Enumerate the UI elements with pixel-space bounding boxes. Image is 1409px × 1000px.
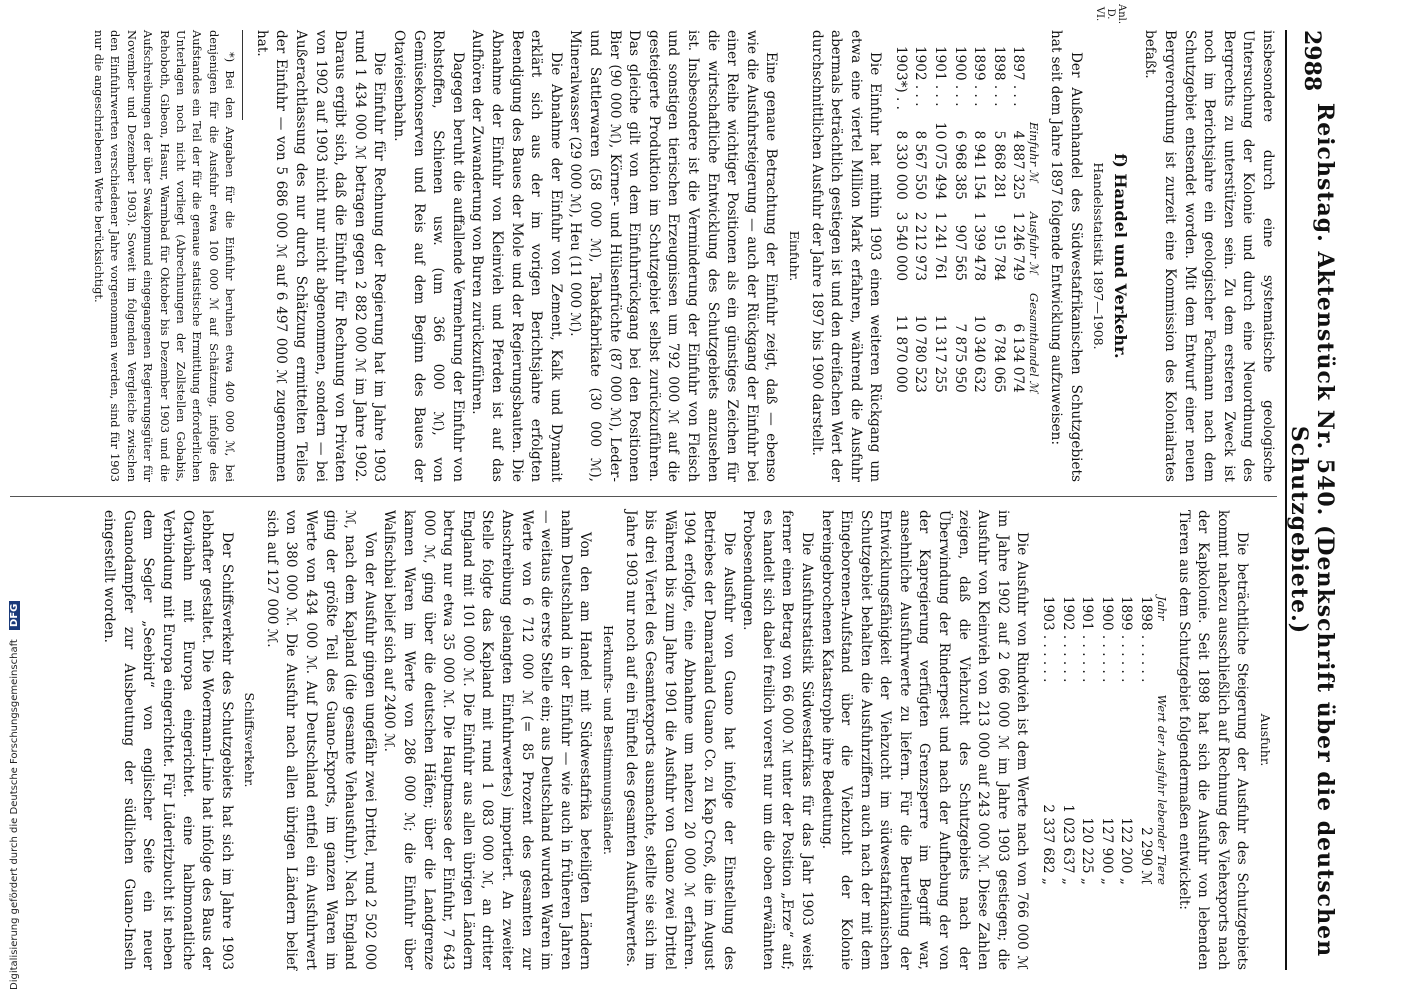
trade-table-cell: 2 212 973 <box>912 211 929 282</box>
paragraph: Die Ausfuhr von Rindvieh ist dem Werte nach von 766 000 ℳ im Jahre 1902 auf 2 066 000 ℳ im Jahre 1903 gestiegen; die Ausfuhr von Kleinvieh von 213 000 auf 243 000 ℳ. Diese Zahlen zeigen, daß die Viehzucht des Schutzgebiets nach der Überwindung der Rinderpest und nach der Aufhebung der von der Kapregierung verfügten Grenzsperre im Begriff war, ansehnliche Ausfuhrwerte zu liefern. Für die Beurteilung der Entwicklungsfähigkeit der Viehzucht im südwestafrikanischen Schutzgebiet behalten die Ausfuhrziffern auch nach der mit dem Eingeborenen-Aufstand über die Viehzucht der Kolonie hereingebrochenen Katastrophe ihre Bedeutung. <box>818 510 1031 970</box>
livestock-table-row <box>1116 590 1136 891</box>
trade-table-cell: 1900 . . . <box>951 46 968 107</box>
livestock-table-header-cell: Jahr <box>1155 596 1170 621</box>
livestock-table-cell: 120 225 „ <box>1079 817 1096 885</box>
trade-table-cell: 1899 . . . <box>971 46 988 107</box>
subheading-export: Ausfuhr. <box>1258 713 1273 767</box>
trade-table-row <box>930 40 950 399</box>
trade-table-cell: 10 340 632 <box>971 314 988 393</box>
trade-table-cell: 907 565 <box>951 224 968 282</box>
livestock-table-row <box>1135 590 1155 891</box>
paragraph: Von den am Handel mit Südwestafrika beteiligten Ländern nahm Deutschland in der Einfuhr — wie auch in früheren Jahren — weitaus die erste Stelle ein; aus Deutschland wurden Waren im Werte von 6 712 000 ℳ (= 85 Prozent des gesamten zur Anschreibung gelangten Einfuhrwertes) importiert. An zweiter Stelle folgte das Kapland mit rund 1 083 000 ℳ, an dritter England mit 101 000 ℳ. Die Einfuhr aus allen übrigen Ländern betrug nur etwa 35 000 ℳ. Die Hauptmasse der Einfuhr, 7 643 000 ℳ, ging über die deutschen Häfen; über die Landgrenze kamen Waren im Werte von 286 000 ℳ; die Einfuhr über Walfischbai belief sich auf 2400 ℳ. <box>381 510 594 970</box>
trade-table-row <box>890 40 910 399</box>
livestock-table-header-cell: Wert der Ausfuhr lebender Tiere <box>1155 694 1170 885</box>
trade-table-row <box>910 40 930 399</box>
trade-table-cell: 4 887 325 <box>1010 130 1027 200</box>
paragraph: Die Ausfuhrstatistik Südwestafrikas für das Jahr 1903 weist ferner einen Betrag von 66 000 ℳ unter der Position „Erze“ auf; es handelt sich dabei freilich vorerst nur um die oben erwähnten Probesendungen. <box>740 510 815 970</box>
trade-table-row <box>1008 40 1028 399</box>
livestock-table-row <box>1096 590 1116 891</box>
trade-table-cell: 8 330 000 <box>892 130 909 200</box>
paragraph: Die Einfuhr für Rechnung der Regierung hat im Jahre 1903 rund 1 434 000 ℳ betragen gegen 2 882 000 ℳ im Jahre 1902. Daraus ergibt sich, daß die Einfuhr für Rechnung von Privaten von 1902 auf 1903 nicht nur nicht abgenommen, sondern — bei Außerachtlassung des nur durch Schätzung ermittelten Teiles der Einfuhr — von 5 686 000 ℳ auf 6 497 000 ℳ zugenommen hat. <box>253 30 388 482</box>
livestock-table-cell: 1902 . . . . . . <box>1059 596 1076 683</box>
trade-table-row <box>949 40 969 399</box>
trade-table-cell: 1 246 749 <box>1010 211 1027 282</box>
trade-table-cell: 1903*) . . <box>892 46 909 110</box>
trade-table-cell: 11 870 000 <box>892 314 909 393</box>
trade-table-cell: 8 567 550 <box>912 130 929 200</box>
subheading-shipping: Schiffsverkehr. <box>242 692 258 788</box>
trade-table-header-cell: Ausfuhr ℳ <box>1027 211 1042 274</box>
livestock-table-cell: 1899 . . . . . . <box>1118 596 1135 683</box>
livestock-table-cell: 1900 . . . . . . <box>1098 596 1115 683</box>
right-column <box>10 510 1277 970</box>
livestock-table-cell: 127 900 „ <box>1098 817 1115 885</box>
paragraph: Dagegen beruht die auffallende Vermehrung der Einfuhr von Rohstoffen, Schienen usw. (um 366 000 ℳ), von Gemüsekonserven und Reis auf dem Beginn des Baues der Otavieisenbahn. <box>391 30 466 482</box>
trade-table-cell: 8 941 154 <box>971 130 988 200</box>
section-heading: f) Handel und Verkehr. <box>1110 153 1130 359</box>
trade-table-cell: 1901 . . . <box>932 46 949 107</box>
trade-table-cell: 1902 . . . <box>912 46 929 107</box>
margin-note: Anl. D. VI. <box>1094 3 1127 25</box>
credit-text: Digitalisierung gefördert durch die Deutsche Forschungsgemeinschaft <box>9 639 20 990</box>
trade-table-cell: 1897 . . . <box>1010 46 1027 107</box>
trade-table-cell: 6 968 385 <box>951 130 968 200</box>
livestock-table-cell: 1 023 637 „ <box>1059 804 1076 885</box>
trade-table-cell: 915 784 <box>990 224 1007 282</box>
dfg-logo: DFG <box>9 601 20 630</box>
trade-table-cell: 11 317 255 <box>932 314 949 393</box>
footnote: *) Bei den Angaben für die Einfuhr beruhen etwa 400 000 ℳ, bei denjenigen für die Ausfuhr etwa 100 000 ℳ auf Schätzung, infolge des Aufstandes ein Teil der für die genaue statistische Ermittlung erforderlichen Unterlagen noch nicht vorliegt (Abrechnungen der Zollstellen Gobabis, Rehoboth, Gibeon, Hasur, Warmbad für Oktober bis Dezember 1903 und die Aufschreibungen der über Swakopmund eingegangenen Regierungsgüter für November und Dezember 1903). Soweit im folgenden Vergleiche zwischen den Einfuhrwerten verschiedener Jahre vorgenommen werden, sind für 1903 nur die angeschriebenen Werte berücksichtigt. <box>92 30 238 482</box>
trade-table-cell: 10 075 494 <box>932 121 949 200</box>
livestock-table-cell: 1898 . . . . . . <box>1138 596 1155 683</box>
trade-table-header-cell <box>1027 40 1041 116</box>
livestock-table-row <box>1077 590 1097 891</box>
paragraph: Eine genaue Betrachtung der Einfuhr zeigt, daß — ebenso wie die Ausfuhrsteigerung — auch der Rückgang der Einfuhr bei einer Reihe wichtiger Positionen als ein günstiges Zeichen für die wirtschaftliche Entwicklung des Schutzgebiets anzusehen ist. Insbesondere ist die Verminderung der Einfuhr von Fleisch und sonstigen tierischen Erzeugnissen um 792 000 ℳ auf die gesteigerte Produktion im Schutzgebiet selbst zurückzuführen. Das gleiche gilt von dem Einfuhrrückgang bei den Positionen Bier (90 000 ℳ), Körner- und Hülsenfrüchte (87 000 ℳ), Leder- und Sattlerwaren (58 000 ℳ), Tabakfabrikate (30 000 ℳ), Mineralwasser (29 000 ℳ), Heu (11 000 ℳ). <box>567 30 780 482</box>
running-title: Reichstag. Aktenstück Nr. 540. (Denkschrift über die deutschen Schutzgebiete.) <box>1286 102 1338 958</box>
livestock-table-cell: 122 200 „ <box>1118 817 1135 885</box>
left-column <box>10 3 1277 482</box>
page-number: 2988 <box>1299 30 1325 92</box>
trade-table-cell: 1898 . . . <box>990 46 1007 107</box>
subheading-import: Einfuhr. <box>786 230 802 282</box>
livestock-table-cell: 2 290 ℳ <box>1138 827 1155 885</box>
paragraph: Die Abnahme der Einfuhr von Zement, Kalk und Dynamit erklärt sich aus der im vorigen Berichtsjahre erfolgten Beendigung des Baues der Mole und der Regierungsbauten. Die Abnahme der Einfuhr von Kleinvieh und Pferden ist auf das Aufhören der Zuwanderung von Buren zurückzuführen. <box>469 30 564 482</box>
paragraph: Von der Ausfuhr gingen ungefähr zwei Drittel, rund 2 502 000 ℳ, nach dem Kapland (die gesamte Viehausfuhr). Nach England ging der größte Teil des Guano-Exports, im ganzen Waren im Werte von 434 000 ℳ. Auf Deutschland entfiel ein Ausfuhrwert von 380 000 ℳ. Die Ausfuhr nach allen übrigen Ländern belief sich auf 127 000 ℳ. <box>263 510 378 970</box>
paragraph: Der Außenhandel des Südwestafrikanischen Schutzgebiets hat seit dem Jahre 1897 folgende Entwicklung aufzuweisen: <box>1048 30 1084 482</box>
trade-table-cell: 3 540 000 <box>892 211 909 282</box>
livestock-table-cell: 1903 . . . . . . <box>1040 596 1057 683</box>
trade-table-cell: 5 868 281 <box>990 130 1007 200</box>
livestock-table-cell: 1901 . . . . . . <box>1079 596 1096 683</box>
trade-table-cell: 1 241 761 <box>932 211 949 282</box>
livestock-table-row <box>1037 590 1057 891</box>
column-divider <box>10 496 1277 497</box>
livestock-table-cell: 2 337 682 „ <box>1040 804 1057 885</box>
page-header <box>1285 30 1337 970</box>
paragraph: Die beträchtliche Steigerung der Ausfuhr des Schutzgebiets kommt nahezu ausschließlich auf Rechnung des Viehexports nach der Kapkolonie. Seit 1898 hat sich die Ausfuhr von lebenden Tieren aus dem Schutzgebiet folgendermaßen entwickelt: <box>1175 510 1251 970</box>
trade-table-cell: 1 399 478 <box>971 211 988 282</box>
paragraph: Die Einfuhr hat mithin 1903 einen weiteren Rückgang um etwa eine viertel Million Mark erfahren, während die Ausfuhr abermals beträchtlich gestiegen ist und den dreifachen Wert der durchschnittlichen Ausfuhr der Jahre 1897 bis 1900 darstellt. <box>808 30 884 482</box>
subheading-origin: Herkunfts- und Bestimmungsländer. <box>601 624 616 855</box>
section-subheading: Handelsstatistik 1897—1908. <box>1091 162 1107 350</box>
trade-table-row <box>969 40 989 399</box>
livestock-table <box>1037 590 1169 891</box>
digitization-credit <box>0 0 26 1000</box>
intro-paragraph: insbesondere durch eine systematische geologische Untersuchung der Kolonie und durch eine Neuordnung des Bergrechts zu unterstützen sein. Zu dem ersteren Zweck ist noch im Berichtsjahre ein geologischer Fachmann nach dem Schutzgebiet entsendet worden. Mit dem Entwurf einer neuen Bergverordnung ist zurzeit eine Kommission des Kolonialrates befaßt. <box>1142 30 1276 482</box>
trade-table-cell: 6 134 074 <box>1010 323 1027 393</box>
trade-table-cell: 7 875 950 <box>951 323 968 393</box>
paragraph: Die Ausfuhr von Guano hat infolge der Einstellung des Betriebes der Damaraland Guano Co. zu Kap Croß, die im August 1904 erfolgte, eine Abnahme um nahezu 20 000 ℳ erfahren. Während bis zum Jahre 1901 die Ausfuhr von Guano zwei Drittel bis drei Viertel des Gesamtexports ausmachte, stellte sie sich im Jahre 1903 nur noch auf ein Fünftel des gesamten Ausfuhrwertes. <box>622 510 737 970</box>
credit-text-wrap <box>9 601 20 990</box>
trade-table-cell: 10 780 523 <box>912 314 929 393</box>
livestock-table-row <box>1057 590 1077 891</box>
trade-table-row <box>988 40 1008 399</box>
trade-table-cell: 6 784 065 <box>990 323 1007 393</box>
trade-table-header-cell: Gesamthandel ℳ <box>1027 293 1042 393</box>
trade-table <box>890 40 1041 399</box>
trade-table-header-cell: Einfuhr ℳ <box>1027 121 1042 182</box>
footnote-divider <box>242 30 243 120</box>
paragraph: Der Schiffsverkehr des Schutzgebiets hat sich im Jahre 1903 lebhafter gestaltet. Die Woermann-Linie hat infolge des Baus der Otavibahn mit Europa eingerichtet. eine halbmonatliche Verbindung mit Europa eingerichtet. Für Lüderitzbucht ist neben dem Segler „Seebird“ von englischer Seite ein neuer Guanodampfer zur Ausbeutung der südlichen Guano-Inseln eingestellt worden. <box>101 510 235 970</box>
